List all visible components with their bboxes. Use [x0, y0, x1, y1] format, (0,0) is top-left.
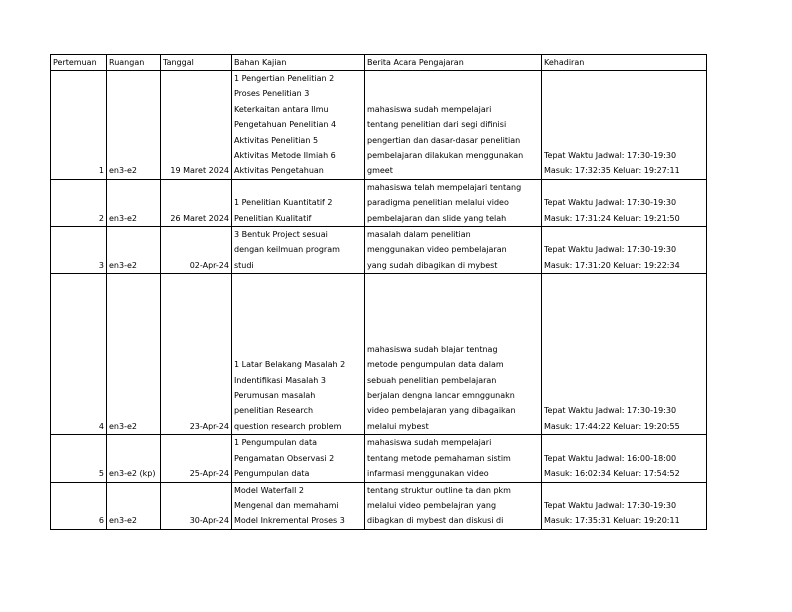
cell-bahan-kajian-line: Aktivitas Pengetahuan [234, 166, 324, 176]
table-row [51, 482, 707, 529]
cell-bahan-kajian-line: Proses Penelitian 3 [234, 89, 310, 99]
cell-tanggal: 02-Apr-24 [161, 227, 232, 274]
cell-bahan-kajian-line: 1 Penelitian Kuantitatif 2 [234, 198, 333, 208]
cell-tanggal: 30-Apr-24 [161, 482, 232, 529]
cell-kehadiran-line: Masuk: 17:32:35 Keluar: 19:27:11 [544, 166, 680, 176]
cell-bahan-kajian-line: Model Inkremental Proses 3 [234, 516, 345, 526]
cell-kehadiran [542, 274, 707, 435]
cell-berita-acara-line: dibagkan di mybest dan diskusi di [367, 516, 504, 526]
cell-bahan-kajian-line: Perumusan masalah [234, 391, 316, 401]
cell-pertemuan: 4 [51, 274, 107, 435]
cell-bahan-kajian-line: Penelitian Kualitatif [234, 213, 312, 223]
cell-berita-acara-line: melalui video pembelajran yang [367, 500, 497, 510]
cell-pertemuan: 1 [51, 71, 107, 180]
table-row [51, 227, 707, 274]
cell-bahan-kajian [232, 227, 365, 274]
cell-tanggal: 25-Apr-24 [161, 435, 232, 482]
cell-kehadiran-line: Masuk: 17:31:20 Keluar: 19:22:34 [544, 260, 680, 270]
cell-pertemuan: 3 [51, 227, 107, 274]
cell-bahan-kajian-line: Indentifikasi Masalah 3 [234, 375, 326, 385]
cell-bahan-kajian-line: Keterkaitan antara Ilmu [234, 104, 329, 114]
cell-bahan-kajian [232, 482, 365, 529]
cell-tanggal: 23-Apr-24 [161, 274, 232, 435]
cell-bahan-kajian-line: 1 Pengertian Penelitian 2 [234, 74, 335, 83]
cell-kehadiran [542, 179, 707, 226]
cell-berita-acara-line: masalah dalam penelitian [367, 230, 471, 240]
cell-bahan-kajian [232, 71, 365, 180]
cell-tanggal: 19 Maret 2024 [161, 71, 232, 180]
cell-bahan-kajian-line: 1 Pengumpulan data [234, 438, 318, 448]
cell-berita-acara [365, 227, 542, 274]
cell-berita-acara-line: video pembelajaran yang dibagaikan [367, 406, 516, 416]
header-tanggal: Tanggal [161, 55, 232, 71]
cell-berita-acara [365, 274, 542, 435]
cell-berita-acara-line: yang sudah dibagikan di mybest [367, 260, 498, 270]
cell-kehadiran [542, 482, 707, 529]
cell-kehadiran-line: Tepat Waktu Jadwal: 17:30-19:30 [544, 198, 677, 208]
cell-berita-acara-line: tentang penelitian dari segi difinisi [367, 120, 507, 130]
cell-pertemuan: 5 [51, 435, 107, 482]
table-row [51, 274, 707, 435]
header-pertemuan: Pertemuan [51, 55, 107, 71]
cell-berita-acara-line: mahasiswa sudah mempelajari [367, 438, 492, 448]
cell-berita-acara-line: paradigma penelitian melalui video [367, 198, 509, 208]
cell-kehadiran [542, 435, 707, 482]
cell-bahan-kajian-line: Mengenal dan memahami [234, 500, 339, 510]
cell-berita-acara-line: pembelajaran dilakukan menggunakan [367, 151, 524, 161]
cell-berita-acara-line: pembelajaran dan slide yang telah [367, 213, 507, 223]
cell-pertemuan: 6 [51, 482, 107, 529]
cell-berita-acara [365, 179, 542, 226]
cell-kehadiran-line: Tepat Waktu Jadwal: 16:00-18:00 [544, 453, 677, 463]
cell-berita-acara-line: sebuah penelitian pembelajaran [367, 375, 497, 385]
cell-bahan-kajian-line: Model Waterfall 2 [234, 485, 305, 495]
table-row [51, 179, 707, 226]
cell-bahan-kajian-line: 3 Bentuk Project sesuai [234, 230, 328, 240]
header-berita-acara: Berita Acara Pengajaran [365, 55, 542, 71]
cell-kehadiran-line: Masuk: 17:44:22 Keluar: 19:20:55 [544, 421, 680, 431]
cell-bahan-kajian-line: Pengamatan Observasi 2 [234, 453, 335, 463]
cell-kehadiran-line: Tepat Waktu Jadwal: 17:30-19:30 [544, 500, 677, 510]
cell-bahan-kajian-line: Aktivitas Metode Ilmiah 6 [234, 151, 336, 161]
cell-kehadiran [542, 71, 707, 180]
cell-berita-acara [365, 482, 542, 529]
cell-bahan-kajian-line: studi [234, 260, 254, 270]
table-row [51, 71, 707, 180]
cell-bahan-kajian [232, 274, 365, 435]
cell-berita-acara-line: menggunakan video pembelajaran [367, 245, 507, 255]
cell-bahan-kajian-line: dengan keilmuan program [234, 245, 340, 255]
cell-ruangan: en3-e2 [107, 71, 161, 180]
cell-bahan-kajian-line: Aktivitas Penelitian 5 [234, 135, 319, 145]
header-row [51, 55, 707, 71]
header-bahan-kajian: Bahan Kajian [232, 55, 365, 71]
cell-bahan-kajian-line: 1 Latar Belakang Masalah 2 [234, 360, 346, 370]
cell-berita-acara-line: gmeet [367, 166, 393, 176]
cell-berita-acara-line: mahasiswa sudah mempelajari [367, 104, 492, 114]
cell-pertemuan: 2 [51, 179, 107, 226]
cell-berita-acara-line: berjalan dengna lancar emnggunakn [367, 391, 515, 401]
cell-kehadiran [542, 227, 707, 274]
cell-kehadiran-line: Masuk: 17:35:31 Keluar: 19:20:11 [544, 516, 680, 526]
cell-kehadiran-line: Tepat Waktu Jadwal: 17:30-19:30 [544, 151, 677, 161]
cell-ruangan: en3-e2 [107, 179, 161, 226]
cell-berita-acara-line: melalui mybest [367, 421, 429, 431]
cell-tanggal: 26 Maret 2024 [161, 179, 232, 226]
cell-ruangan: en3-e2 [107, 274, 161, 435]
cell-kehadiran-line: Masuk: 16:02:34 Keluar: 17:54:52 [544, 469, 680, 479]
cell-ruangan: en3-e2 [107, 227, 161, 274]
cell-bahan-kajian [232, 435, 365, 482]
cell-kehadiran-line: Masuk: 17:31:24 Keluar: 19:21:50 [544, 213, 680, 223]
cell-berita-acara-line: metode pengumpulan data dalam [367, 360, 504, 370]
cell-berita-acara [365, 435, 542, 482]
cell-berita-acara-line: tentang struktur outline ta dan pkm [367, 485, 511, 495]
cell-bahan-kajian-line: Pengumpulan data [234, 469, 310, 479]
cell-berita-acara-line: infarmasi menggunakan video [367, 469, 489, 479]
cell-berita-acara-line: mahasiswa telah mempelajari tentang [367, 182, 522, 192]
header-ruangan: Ruangan [107, 55, 161, 71]
table-row [51, 435, 707, 482]
attendance-table [50, 54, 707, 530]
cell-kehadiran-line: Tepat Waktu Jadwal: 17:30-19:30 [544, 406, 677, 416]
cell-bahan-kajian-line: question research problem [234, 421, 342, 431]
cell-bahan-kajian-line: penelitian Research [234, 406, 314, 416]
cell-bahan-kajian-line: Pengetahuan Penelitian 4 [234, 120, 337, 130]
cell-berita-acara [365, 71, 542, 180]
cell-berita-acara-line: tentang metode pemahaman sistim [367, 453, 511, 463]
header-kehadiran: Kehadiran [542, 55, 707, 71]
cell-ruangan: en3-e2 (kp) [107, 435, 161, 482]
cell-kehadiran-line: Tepat Waktu Jadwal: 17:30-19:30 [544, 245, 677, 255]
cell-bahan-kajian [232, 179, 365, 226]
cell-ruangan: en3-e2 [107, 482, 161, 529]
cell-berita-acara-line: mahasiswa sudah blajar tentnag [367, 344, 498, 354]
cell-berita-acara-line: pengertian dan dasar-dasar penelitian [367, 135, 521, 145]
